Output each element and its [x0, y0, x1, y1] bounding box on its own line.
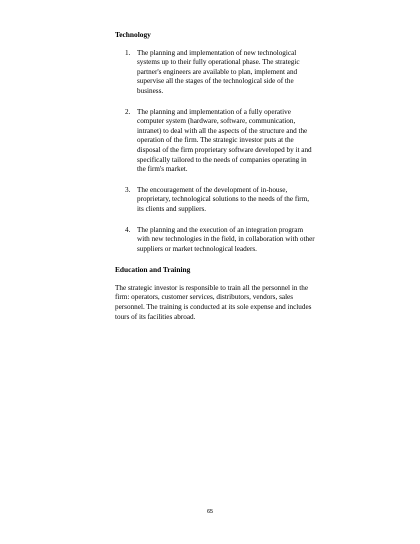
list-item-text: The planning and implementation of a fully operative computer system (hardware, software, communication, intranet) to deal with all the aspects of the structure and the operation of the firm. The strategic investor puts at the disposal of the firm proprietary software developed by it and specifically tailored to the needs of companies operating in the firm's market. [137, 107, 312, 174]
list-item-number: 3. [125, 185, 131, 194]
list-item [115, 226, 315, 255]
technology-list [115, 49, 315, 255]
list-item-number: 2. [125, 107, 131, 116]
list-item-text: The planning and implementation of new technological systems up to their fully operational phase. The strategic partner's engineers are available to plan, implement and supervise all the stages of the technological side of the business. [137, 48, 300, 95]
list-item-number: 4. [125, 225, 131, 234]
list-item-text: The encouragement of the development of in-house, proprietary, technological solutions to the needs of the firm, its clients and suppliers. [137, 185, 309, 213]
page-number: 65 [206, 509, 214, 515]
page-content [115, 30, 315, 322]
section-heading-education: Education and Training [115, 265, 191, 275]
education-paragraph: The strategic investor is responsible to train all the personnel in the firm: operators, customer services, distributors, vendors, sales personnel. The training is conducted at its sole expense and includes tours of its facilities abroad. [115, 283, 312, 321]
list-item [115, 186, 315, 215]
list-item [115, 108, 315, 175]
section-heading-technology: Technology [115, 30, 151, 39]
list-item-text: The planning and the execution of an integration program with new technologies in the field, in collaboration with other suppliers or market technological leaders. [137, 225, 315, 253]
list-item [115, 49, 315, 97]
list-item-number: 1. [125, 48, 131, 57]
